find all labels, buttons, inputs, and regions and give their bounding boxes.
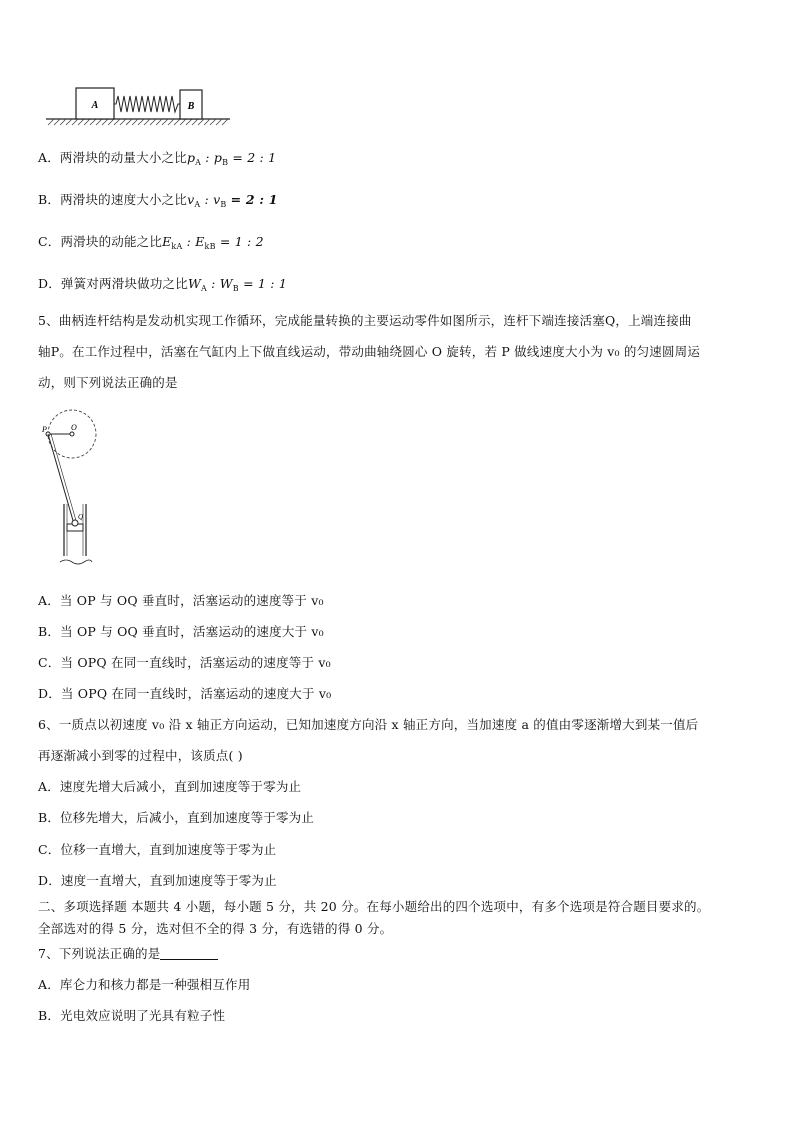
section2-header-line2: 全部选对的得 5 分，选对但不全的得 3 分，有选错的得 0 分。 (38, 921, 393, 936)
q7-option-a: A．库仑力和核力都是一种强相互作用 (38, 977, 251, 992)
q4-option-a-math: $p_A$ : $p_B = 2$ : 1 (186, 150, 277, 167)
label-q: Q (78, 513, 84, 521)
q6-option-d: D．速度一直增大，直到加速度等于零为止 (38, 873, 277, 888)
q6-stem-line1: 6、一质点以初速度 v₀ 沿 x 轴正方向运动，已知加速度方向沿 x 轴正方向，当加速度 a 的值由零逐渐增大到某一值后 (38, 717, 699, 732)
point-o (70, 432, 74, 436)
q7-stem-text: 7、下列说法正确的是 (38, 946, 161, 961)
spring (114, 96, 180, 112)
q5-stem-line2: 轴P。在工作过程中，活塞在气缸内上下做直线运动，带动曲轴绕圆心 O 旋转，若 P 做线速度大小为 v₀ 的匀速圆周运 (38, 344, 701, 359)
q4-option-b (38, 192, 278, 213)
q4-option-b-text: B．两滑块的速度大小之比 (38, 192, 188, 207)
q4-option-c-math: $E_{kA}$ : $E_{kB} = 1$ : 2 (162, 234, 264, 251)
q6-option-a: A．速度先增大后减小，直到加速度等于零为止 (38, 779, 302, 794)
q4-option-a-text: A．两滑块的动量大小之比 (38, 150, 187, 165)
q5-option-d: D．当 OPQ 在同一直线时，活塞运动的速度大于 v₀ (38, 686, 332, 701)
q4-option-c (38, 234, 264, 255)
spring-blocks-figure (44, 84, 234, 130)
q6-option-c: C．位移一直增大，直到加速度等于零为止 (38, 842, 277, 857)
q4-option-a (38, 150, 276, 171)
q4-option-d (38, 276, 287, 297)
connecting-rod (48, 434, 74, 524)
q6-stem-line2: 再逐渐减小到零的过程中，该质点( ) (38, 748, 243, 763)
q5-option-c: C．当 OPQ 在同一直线时，活塞运动的速度等于 v₀ (38, 655, 331, 670)
q5-stem-line1: 5、曲柄连杆结构是发动机实现工作循环，完成能量转换的主要运动零件如图所示，连杆下端连接活塞Q，上端连接曲 (38, 313, 692, 328)
q4-option-c-text: C．两滑块的动能之比 (38, 234, 163, 249)
section2-header-line1: 二、多项选择题 本题共 4 小题，每小题 5 分，共 20 分。在每小题给出的四个选项中，有多个选项是符合题目要求的。 (38, 899, 710, 914)
q5-stem-line3: 动，则下列说法正确的是 (38, 375, 178, 390)
block-b-label: B (187, 101, 195, 112)
q6-option-b: B．位移先增大，后减小，直到加速度等于零为止 (38, 810, 315, 825)
label-p: P (42, 425, 47, 434)
q7-answer-blank[interactable] (160, 947, 218, 960)
block-a-label: A (91, 100, 99, 111)
crank-piston-figure (38, 406, 102, 576)
label-o: O (71, 423, 77, 432)
q7-option-b: B．光电效应说明了光具有粒子性 (38, 1008, 226, 1023)
q5-option-a: A．当 OP 与 OQ 垂直时，活塞运动的速度等于 v₀ (38, 593, 324, 608)
q4-option-d-text: D．弹簧对两滑块做功之比 (38, 276, 188, 291)
break-line (60, 560, 92, 564)
q5-option-b: B．当 OP 与 OQ 垂直时，活塞运动的速度大于 v₀ (38, 624, 324, 639)
q4-option-d-math: $W_A$ : $W_B = 1$ : 1 (187, 276, 287, 293)
q7-stem (38, 946, 218, 962)
q4-option-b-math: $v_A$ : $v_B = 2$ : 1 (187, 192, 278, 209)
